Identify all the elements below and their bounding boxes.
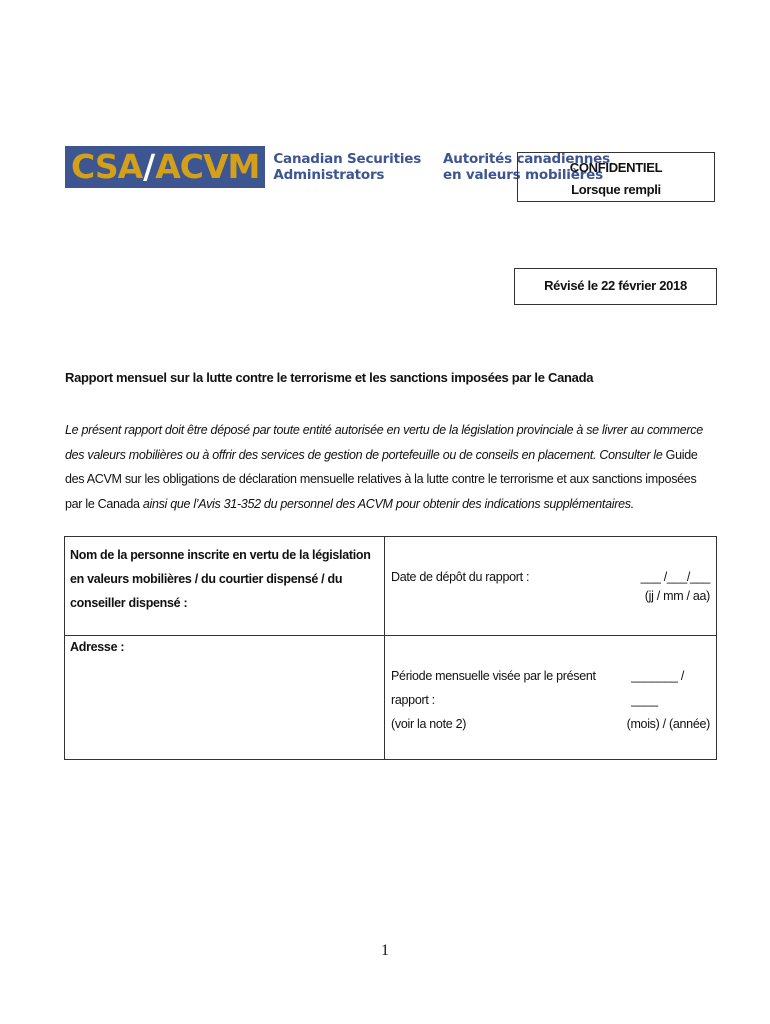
address-cell[interactable] — [65, 636, 385, 760]
intro-paragraph — [65, 418, 715, 516]
logo-fr-line2: en valeurs mobilières — [443, 167, 603, 183]
revision-date: Révisé le 22 février 2018 — [544, 278, 687, 293]
logo-en-line1: Canadian Securities — [273, 151, 422, 167]
logo-mark — [65, 146, 265, 188]
logo-mark-csa: CSA — [71, 147, 143, 186]
filing-date-blank[interactable]: ___ /___/___ — [640, 570, 710, 584]
form-row-2 — [65, 636, 717, 760]
document-title: Rapport mensuel sur la lutte contre le terrorisme et les sanctions imposées par le Canada — [65, 370, 594, 385]
reporting-period-row-2 — [391, 712, 710, 736]
logo-mark-acvm: ACVM — [155, 147, 260, 186]
reporting-period-note: (voir la note 2) — [391, 717, 467, 731]
logo-mark-slash: / — [143, 147, 155, 186]
reporting-period-cell[interactable] — [385, 636, 717, 760]
revision-date-box — [514, 268, 717, 305]
intro-guide-reference: Guide des ACVM sur les obligations de déclaration mensuelle relatives à la lutte contre le terrorisme et aux sanctions imposées par le Canada — [65, 447, 698, 511]
filing-date-cell[interactable] — [385, 537, 717, 636]
page-number: 1 — [381, 942, 389, 959]
confidential-when-filled: Lorsque rempli — [571, 182, 661, 197]
intro-italic-2: ainsi que l’Avis 31-352 du personnel des ACVM pour obtenir des indications supplémentaires. — [142, 496, 634, 511]
reporting-period-label: Période mensuelle visée par le présent rapport : — [391, 669, 596, 707]
logo-fr-line1: Autorités canadiennes — [443, 151, 610, 167]
address-label: Adresse : — [70, 640, 125, 654]
report-form-table — [64, 536, 717, 760]
reporting-period-blank[interactable]: _______ / ____ — [631, 669, 685, 707]
registrant-name-label: Nom de la personne inscrite en vertu de la législation en valeurs mobilières / du courtier dispensé / du conseiller dispensé : — [70, 548, 371, 610]
logo-text-en — [273, 151, 421, 183]
intro-italic-1: Le présent rapport doit être déposé par toute entité autorisée en vertu de la législation provinciale à se livrer au commerce des valeurs mobilières ou à offrir des services de gestion de portefeuille ou de conseils en placement. Consulter le — [65, 423, 703, 462]
registrant-name-cell[interactable] — [65, 537, 385, 636]
logo-en-line2: Administrators — [273, 167, 385, 183]
form-row-1 — [65, 537, 717, 636]
confidential-box — [517, 152, 715, 202]
confidential-label: CONFIDENTIEL — [569, 160, 663, 175]
reporting-period-row — [391, 664, 710, 712]
filing-date-format: (jj / mm / aa) — [644, 589, 710, 603]
filing-date-row — [391, 565, 710, 589]
reporting-period-format: (mois) / (année) — [626, 717, 710, 731]
filing-date-label: Date de dépôt du rapport : — [391, 570, 530, 584]
